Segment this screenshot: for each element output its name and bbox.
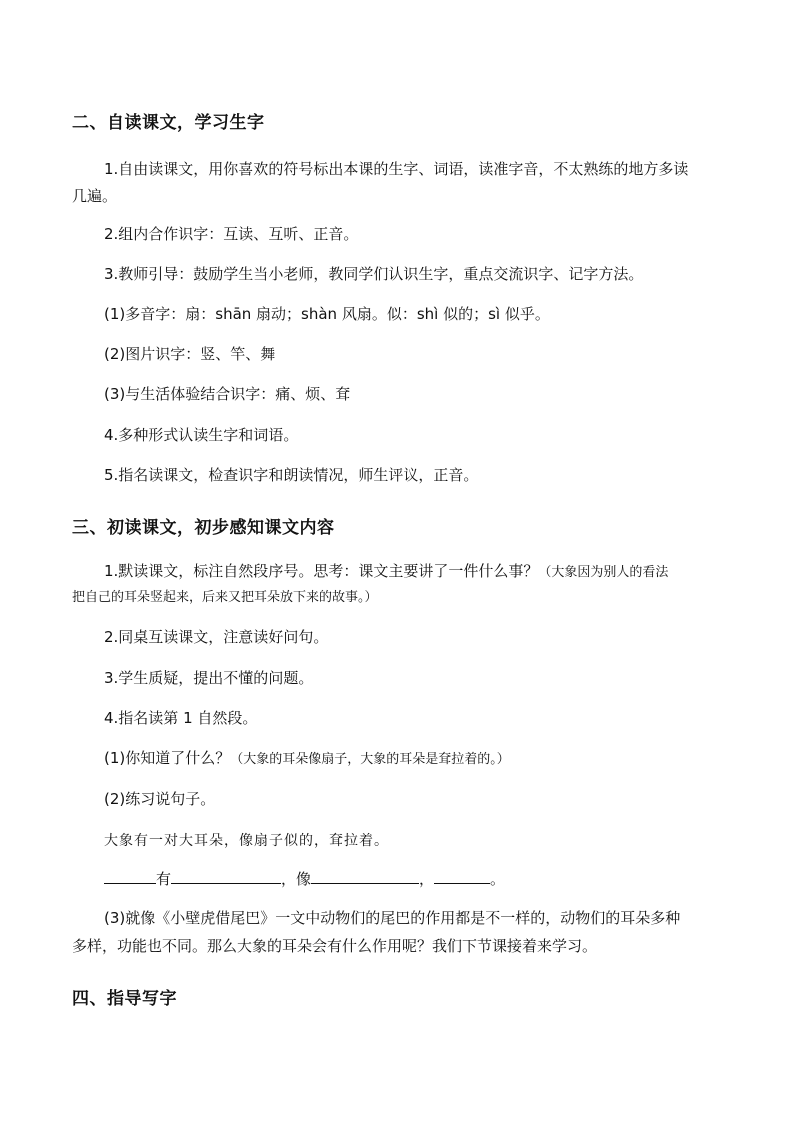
paragraph: 2.组内合作识字：互读、互听、正音。 — [104, 225, 359, 243]
paragraph: 4.指名读第 1 自然段。 — [104, 709, 258, 727]
fill-word: 有 — [156, 870, 172, 888]
blank-line[interactable] — [171, 869, 281, 884]
paragraph: 3.教师引导：鼓励学生当小老师，教同学们认识生字，重点交流识字、记字方法。 — [104, 265, 644, 283]
answer-note: （大象的耳朵像扇子，大象的耳朵是耷拉着的。） — [230, 752, 510, 767]
paragraph — [72, 744, 722, 774]
blank-line[interactable] — [434, 869, 490, 884]
answer-note: （大象因为别人的看法 — [538, 565, 669, 580]
section-heading-3: 三、初读课文，初步感知课文内容 — [72, 518, 335, 538]
fill-word: ，像 — [281, 870, 312, 888]
paragraph: 4.多种形式认读生字和词语。 — [104, 426, 299, 444]
example-sentence: 大象有一对大耳朵，像扇子似的，耷拉着。 — [104, 833, 389, 849]
fill-word: ， — [419, 870, 435, 888]
paragraph — [72, 557, 722, 587]
paragraph-text: (1)你知道了什么？ — [104, 749, 231, 767]
paragraph: (3)与生活体验结合识字：痛、烦、耷 — [104, 385, 351, 403]
paragraph: (1)多音字：扇：shān 扇动；shàn 风扇。似：shì 似的；sì 似乎。 — [104, 305, 550, 323]
answer-note-continued: 把自己的耳朵竖起来，后来又把耳朵放下来的故事。） — [72, 590, 378, 605]
paragraph-continued: 几遍。 — [72, 187, 118, 205]
paragraph: 1.自由读课文，用你喜欢的符号标出本课的生字、词语，读准字音，不太熟练的地方多读 — [104, 160, 689, 178]
fill-word: 。 — [490, 870, 506, 888]
paragraph: 2.同桌互读课文，注意读好问句。 — [104, 628, 329, 646]
section-heading-4: 四、指导写字 — [72, 989, 177, 1009]
paragraph: 5.指名读课文，检查识字和朗读情况，师生评议，正音。 — [104, 466, 479, 484]
fill-in-sentence — [104, 868, 505, 889]
paragraph-text: 1.默读课文，标注自然段序号。思考：课文主要讲了一件什么事？ — [104, 562, 539, 580]
paragraph: (2)图片识字：竖、竿、舞 — [104, 345, 276, 363]
section-heading-2: 二、自读课文，学习生字 — [72, 113, 265, 133]
paragraph: 3.学生质疑，提出不懂的问题。 — [104, 669, 314, 687]
paragraph: (3)就像《小壁虎借尾巴》一文中动物们的尾巴的作用都是不一样的，动物们的耳朵多种 — [104, 909, 681, 927]
blank-line[interactable] — [311, 869, 419, 884]
paragraph-continued: 多样，功能也不同。那么大象的耳朵会有什么作用呢？我们下节课接着来学习。 — [72, 937, 598, 955]
blank-line[interactable] — [104, 869, 156, 884]
paragraph: (2)练习说句子。 — [104, 790, 216, 808]
